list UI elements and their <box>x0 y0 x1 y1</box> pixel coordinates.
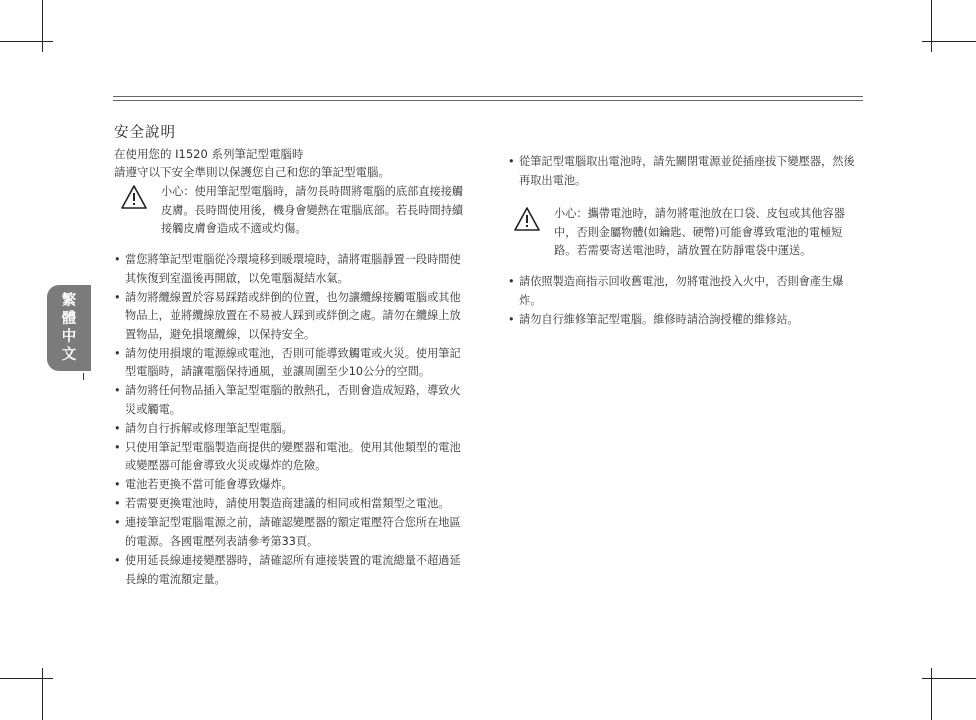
list-item: • 請勿將纜線置於容易踩踏或絆倒的位置，也勿讓纜線接觸電腦或其他物品上，並將纜線放置在不易被人踩到或絆倒之處。請勿在纜線上放置物品，避免損壞纜線，以保持安全。 <box>114 290 461 341</box>
language-tab-char: 繁 <box>61 293 77 309</box>
list-item: • 當您將筆記型電腦從冷環境移到暖環境時，請將電腦靜置一段時間使其恢復到室溫後再開啟，以免電腦凝結水氣。 <box>114 253 461 285</box>
crop-mark-tl-h <box>0 41 53 42</box>
header-rule-top <box>113 96 863 97</box>
list-item: • 請勿自行拆解或修理筆記型電腦。 <box>114 421 293 435</box>
warning-icon <box>121 185 147 209</box>
caution-text: 小心：使用筆記型電腦時，請勿長時間將電腦的底部直接接觸皮膚。長時間使用後，機身會變熱在電腦底部。若長時間持續接觸皮膚會造成不適或灼傷。 <box>161 185 464 235</box>
intro-line: 在使用您的 I1520 系列筆記型電腦時 <box>114 147 304 161</box>
list-item: • 電池若更換不當可能會導致爆炸。 <box>114 478 293 492</box>
crop-mark-br-v <box>931 668 932 720</box>
list-item: • 使用延長線連接變壓器時，請確認所有連接裝置的電流總量不超過延長線的電流額定量。 <box>114 554 461 586</box>
crop-mark-bl-h <box>0 678 53 679</box>
caution-text: 小心：攜帶電池時，請勿將電池放在口袋、皮包或其他容器中，否則金屬物體(如鑰匙、硬幣)可能會導致電池的電極短路。若需要寄送電池時，請放置在防靜電袋中運送。 <box>554 207 845 257</box>
page-number: I <box>82 372 85 383</box>
list-item: • 只使用筆記型電腦製造商提供的變壓器和電池。使用其他類型的電池或變壓器可能會導致火災或爆炸的危險。 <box>114 440 461 473</box>
language-tab-char: 體 <box>61 311 77 327</box>
header-rule-bottom <box>113 100 863 101</box>
list-item: • 請勿使用損壞的電源線或電池，否則可能導致觸電或火災。使用筆記型電腦時，請讓電腦保持通風，並讓周圍至少10公分的空間。 <box>114 346 461 379</box>
list-item: • 從筆記型電腦取出電池時，請先關閉電源並從插座拔下變壓器，然後再取出電池。 <box>508 155 855 187</box>
list-item: • 請依照製造商指示回收舊電池，勿將電池投入火中，否則會產生爆炸。 <box>508 275 844 307</box>
safety-list-right-bottom <box>508 273 860 330</box>
caution-block-right <box>514 205 862 261</box>
crop-mark-tr-h <box>922 41 976 42</box>
intro-text <box>114 145 390 181</box>
language-tab <box>47 285 91 371</box>
list-item: • 請勿將任何物品插入筆記型電腦的散熱孔，否則會造成短路，導致火災或觸電。 <box>114 384 461 416</box>
crop-mark-tr-v <box>931 0 932 52</box>
caution-block-left <box>121 183 465 239</box>
language-tab-char: 中 <box>61 329 77 345</box>
language-tab-char: 文 <box>61 347 77 363</box>
list-item: • 連接筆記型電腦電源之前，請確認變壓器的額定電壓符合您所在地區的電源。各國電壓列表請參考第33頁。 <box>114 516 461 549</box>
crop-mark-bl-v <box>42 668 43 720</box>
safety-list-left <box>114 251 466 590</box>
list-item: • 請勿自行維修筆記型電腦。維修時請洽詢授權的維修站。 <box>508 312 799 326</box>
intro-line: 請遵守以下安全準則以保護您自己和您的筆記型電腦。 <box>114 165 390 179</box>
crop-mark-tl-v <box>42 0 43 52</box>
list-item: • 若需要更換電池時，請使用製造商建議的相同或相當類型之電池。 <box>114 497 450 511</box>
safety-list-right-top <box>508 153 860 191</box>
crop-mark-br-h <box>922 678 976 679</box>
warning-icon <box>514 207 540 231</box>
section-title: 安全說明 <box>114 125 176 141</box>
